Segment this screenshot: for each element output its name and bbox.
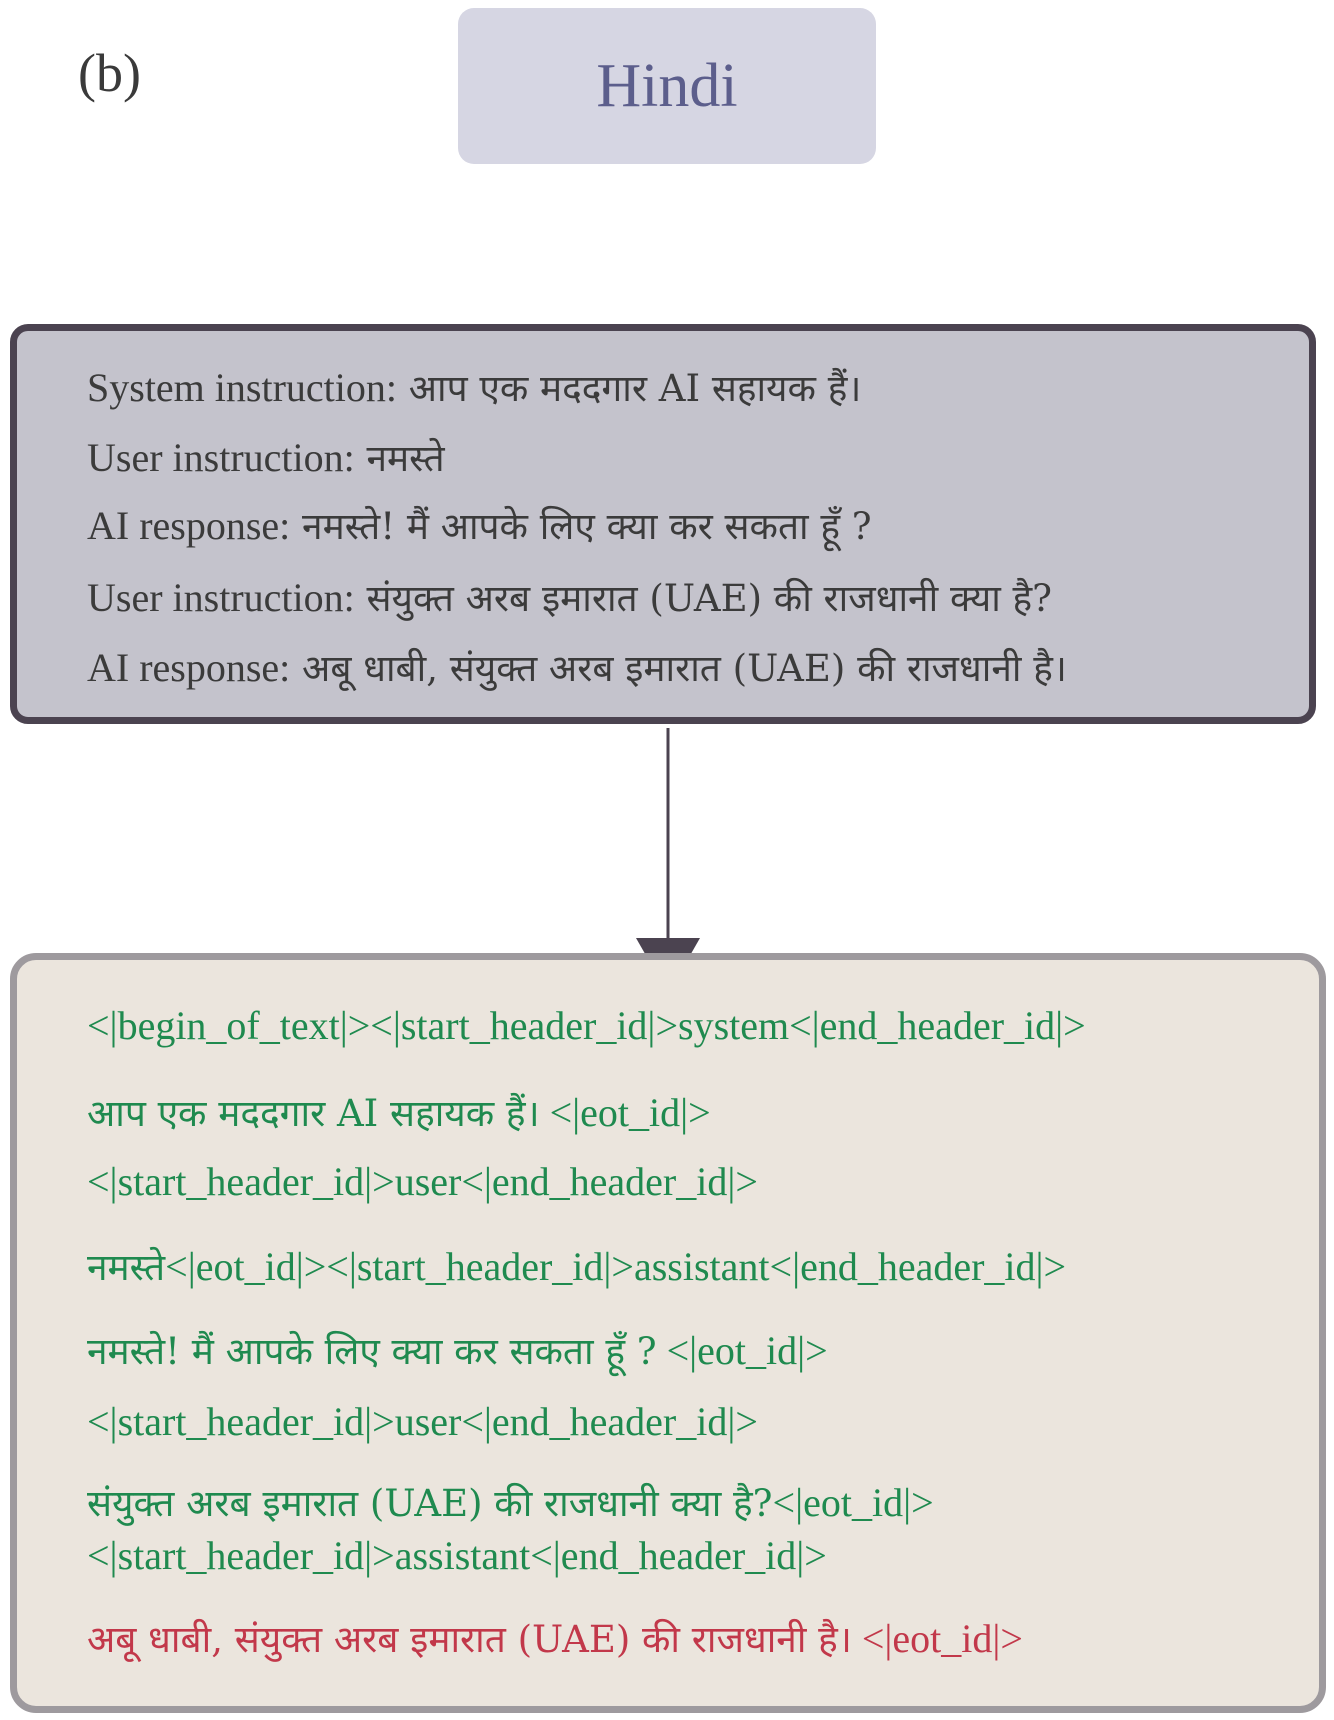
output-line-response — [87, 1612, 1023, 1663]
language-label: Hindi — [596, 51, 738, 120]
output-line-header: <|begin_of_text|><|start_header_id|>system<|end_header_id|> — [87, 1003, 1086, 1048]
output-text: नमस्ते! मैं आपके लिए क्या कर सकता हूँ ? — [87, 1330, 657, 1373]
input-text: नमस्ते! मैं आपके लिए क्या कर सकता हूँ ? — [302, 505, 872, 548]
output-token: <|eot_id|> — [851, 1616, 1023, 1661]
output-token: <|eot_id|><|start_header_id|>assistant<|end_header_id|> — [165, 1244, 1067, 1289]
input-text: नमस्ते — [366, 437, 445, 480]
input-text: संयुक्त अरब इमारात (UAE) की राजधानी क्या है? — [366, 577, 1053, 620]
output-line-header: <|start_header_id|>user<|end_header_id|> — [87, 1399, 758, 1444]
output-token: <|eot_id|> — [656, 1328, 828, 1373]
input-key: AI response: — [87, 503, 291, 548]
input-text: आप एक मददगार AI सहायक हैं। — [408, 367, 862, 410]
output-line-header: <|start_header_id|>user<|end_header_id|> — [87, 1159, 758, 1204]
output-line-assistant-content — [87, 1324, 828, 1375]
output-text: संयुक्त अरब इमारात (UAE) की राजधानी क्या है? — [87, 1482, 773, 1525]
input-key: System instruction: — [87, 365, 397, 410]
formatted-template-box — [10, 953, 1326, 1713]
output-line-system-content — [87, 1086, 711, 1137]
output-line-user-content — [87, 1240, 1066, 1291]
input-key: User instruction: — [87, 575, 355, 620]
output-token: <|eot_id|> — [772, 1480, 934, 1525]
output-line-user-content — [87, 1476, 934, 1527]
output-text: आप एक मददगार AI सहायक हैं। — [87, 1092, 540, 1135]
input-key: AI response: — [87, 645, 291, 690]
output-line-header: <|start_header_id|>assistant<|end_header_id|> — [87, 1533, 827, 1578]
input-text: अबू धाबी, संयुक्त अरब इमारात (UAE) की राजधानी है। — [302, 647, 1067, 690]
panel-label: (b) — [78, 43, 141, 103]
output-token: <|eot_id|> — [539, 1090, 711, 1135]
input-key: User instruction: — [87, 435, 355, 480]
output-text: अबू धाबी, संयुक्त अरब इमारात (UAE) की राजधानी है। — [87, 1618, 852, 1661]
output-text: नमस्ते — [87, 1246, 166, 1289]
